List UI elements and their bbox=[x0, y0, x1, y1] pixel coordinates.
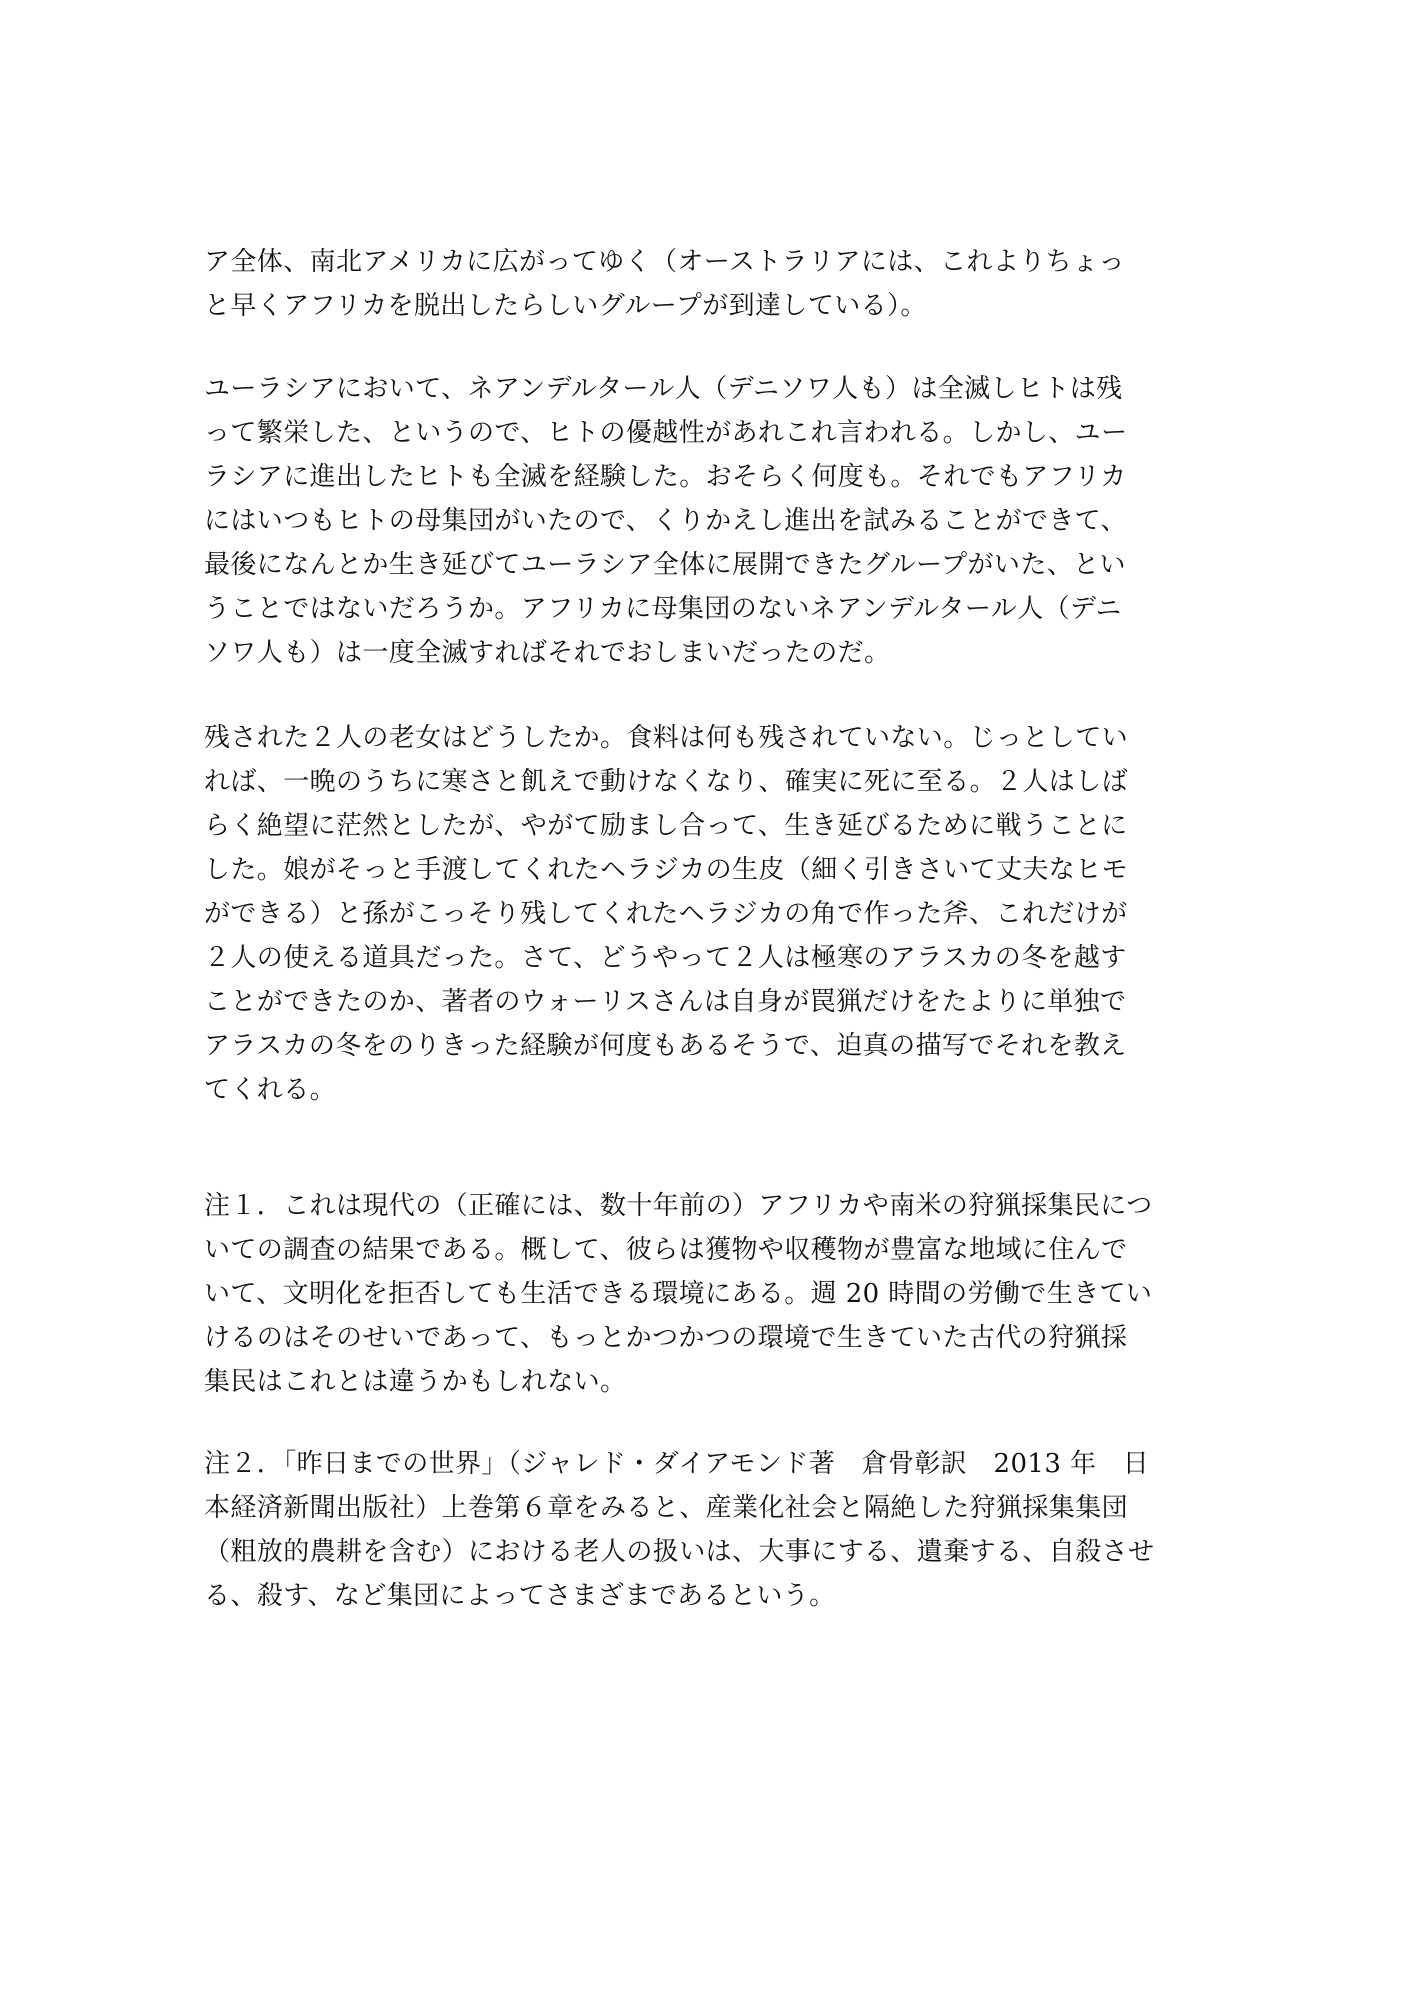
text-line: 最後になんとか生き延びてユーラシア全体に展開できたグループがいた、とい bbox=[204, 550, 1126, 580]
paragraph-1 bbox=[204, 240, 1214, 328]
text-line: ユーラシアにおいて、ネアンデルタール人（デニソワ人も）は全滅しヒトは残 bbox=[204, 374, 1123, 404]
text-line: 注１．これは現代の（正確には、数十年前の）アフリカや南米の狩猟採集民につ bbox=[204, 1191, 1153, 1221]
text-line: した。娘がそっと手渡してくれたヘラジカの生皮（細く引きさいて丈夫なヒモ bbox=[204, 855, 1129, 885]
footnote-1 bbox=[204, 1184, 1214, 1404]
text-line: らく絶望に茫然としたが、やがて励まし合って、生き延びるために戦うことに bbox=[204, 811, 1128, 841]
paragraph-3 bbox=[204, 716, 1214, 1112]
text-line: いて、文明化を拒否しても生活できる環境にある。週 20 時間の労働で生きてい bbox=[204, 1279, 1153, 1309]
text-line: うことではないだろうか。アフリカに母集団のないネアンデルタール人（デニ bbox=[204, 594, 1122, 624]
text-line: ２人の使える道具だった。さて、どうやって２人は極寒のアラスカの冬を越す bbox=[204, 943, 1127, 973]
text-line: 本経済新聞出版社）上巻第６章をみると、産業化社会と隔絶した狩猟採集集団 bbox=[204, 1493, 1129, 1523]
text-line: ことができたのか、著者のウォーリスさんは自身が罠猟だけをたよりに単独で bbox=[204, 987, 1127, 1017]
text-line: って繁栄した、というので、ヒトの優越性があれこれ言われる。しかし、ユー bbox=[204, 418, 1128, 448]
text-line: 集民はこれとは違うかもしれない。 bbox=[204, 1367, 627, 1397]
paragraph-2 bbox=[204, 367, 1214, 675]
text-line: と早くアフリカを脱出したらしいグループが到達している）。 bbox=[204, 291, 927, 321]
text-line: 注２．「昨日までの世界」（ジャレド・ダイアモンド著 倉骨彰訳 2013 年 日 bbox=[204, 1449, 1150, 1479]
text-line: にはいつもヒトの母集団がいたので、くりかえし進出を試みることができて、 bbox=[204, 506, 1127, 536]
text-line: （粗放的農耕を含む）における老人の扱いは、大事にする、遺棄する、自殺させ bbox=[204, 1537, 1155, 1567]
text-line: ソワ人も）は一度全滅すればそれでおしまいだったのだ。 bbox=[204, 638, 891, 668]
text-line: る、殺す、など集団によってさまざまであるという。 bbox=[204, 1581, 836, 1611]
text-line: ラシアに進出したヒトも全滅を経験した。おそらく何度も。それでもアフリカ bbox=[204, 462, 1127, 492]
text-line: てくれる。 bbox=[204, 1075, 337, 1105]
text-line: ができる）と孫がこっそり残してくれたヘラジカの角で作った斧、これだけが bbox=[204, 899, 1128, 929]
text-line: いての調査の結果である。概して、彼らは獲物や収穫物が豊富な地域に住んで bbox=[204, 1235, 1128, 1265]
text-line: れば、一晩のうちに寒さと飢えで動けなくなり、確実に死に至る。２人はしば bbox=[204, 767, 1129, 797]
text-line: 残された２人の老女はどうしたか。食料は何も残されていない。じっとしてい bbox=[204, 723, 1129, 753]
footnote-2 bbox=[204, 1442, 1214, 1618]
text-line: けるのはそのせいであって、もっとかつかつの環境で生きていた古代の狩猟採 bbox=[204, 1323, 1128, 1353]
text-line: ア全体、南北アメリカに広がってゆく（オーストラリアには、これよりちょっ bbox=[204, 247, 1125, 277]
text-line: アラスカの冬をのりきった経験が何度もあるそうで、迫真の描写でそれを教え bbox=[204, 1031, 1127, 1061]
